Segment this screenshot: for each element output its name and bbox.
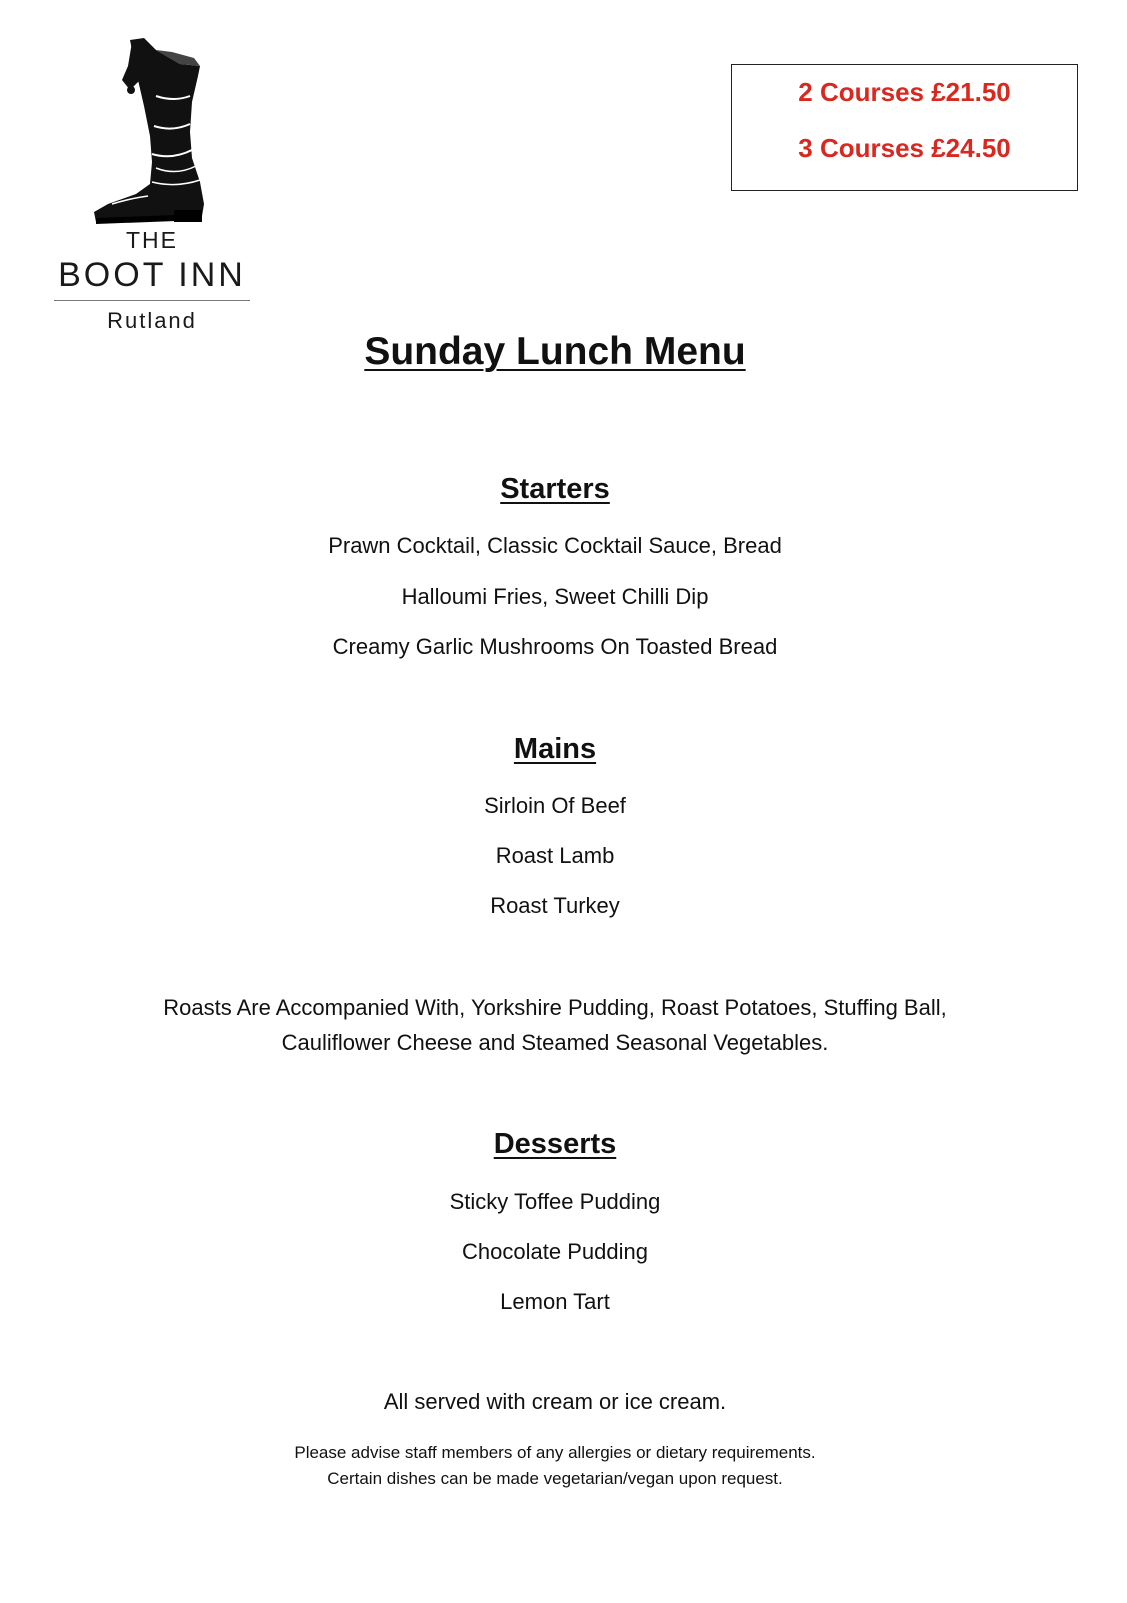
main-item: Roast Turkey — [490, 893, 620, 918]
starter-item: Prawn Cocktail, Classic Cocktail Sauce, Bread — [328, 533, 782, 558]
price-two-courses: 2 Courses £21.50 — [798, 77, 1011, 107]
starters-heading: Starters — [500, 473, 610, 505]
desserts-note: All served with cream or ice cream. — [383, 1389, 727, 1414]
price-box — [731, 64, 1078, 191]
desserts-heading: Desserts — [493, 1128, 617, 1160]
page-title: Sunday Lunch Menu — [364, 330, 746, 373]
price-three-courses: 3 Courses £24.50 — [798, 133, 1011, 163]
allergy-notice-line: Please advise staff members of any allergies or dietary requirements. — [294, 1443, 816, 1462]
starter-item: Halloumi Fries, Sweet Chilli Dip — [401, 584, 709, 609]
dessert-item: Lemon Tart — [500, 1289, 610, 1314]
starter-item: Creamy Garlic Mushrooms On Toasted Bread — [332, 634, 778, 659]
logo — [52, 36, 252, 336]
dessert-item: Chocolate Pudding — [462, 1239, 648, 1264]
main-item: Sirloin Of Beef — [484, 793, 626, 818]
main-item: Roast Lamb — [495, 843, 615, 868]
logo-name: BOOT INN — [58, 256, 246, 294]
logo-location: Rutland — [107, 308, 197, 333]
logo-the: THE — [126, 227, 178, 253]
roasts-note: Roasts Are Accompanied With, Yorkshire Pudding, Roast Potatoes, Stuffing Ball, Cauliflower Cheese and Steamed Seasonal Vegetables. — [163, 995, 947, 1055]
mains-heading: Mains — [513, 733, 597, 765]
vegan-notice-line: Certain dishes can be made vegetarian/vegan upon request. — [327, 1469, 783, 1488]
boot-icon — [52, 36, 252, 226]
dessert-item: Sticky Toffee Pudding — [449, 1189, 661, 1214]
allergy-notice — [0, 1440, 1110, 1492]
logo-divider — [54, 300, 250, 301]
